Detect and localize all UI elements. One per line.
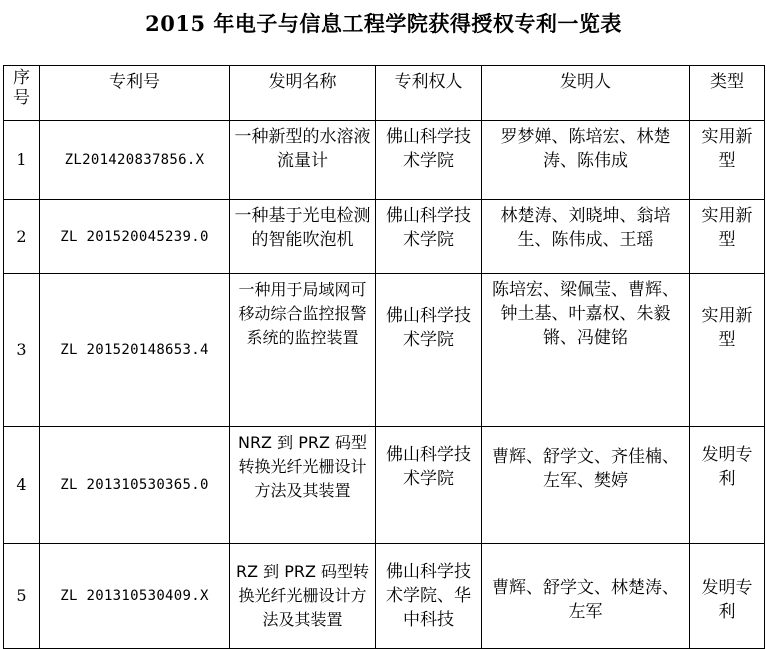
table-row bbox=[4, 200, 765, 274]
cell-inventors: 陈培宏、梁佩莹、曹辉、钟土基、叶嘉权、朱毅锵、冯健铭 bbox=[482, 274, 690, 427]
cell-patent-no: ZL 201520148653.4 bbox=[40, 274, 230, 427]
header-invention-name: 发明名称 bbox=[230, 66, 376, 121]
table-row bbox=[4, 121, 765, 200]
header-inventors: 发明人 bbox=[482, 66, 690, 121]
cell-seq: 5 bbox=[4, 544, 40, 649]
cell-inventors: 林楚涛、刘晓坤、翁培生、陈伟成、王瑶 bbox=[482, 200, 690, 274]
cell-type: 实用新型 bbox=[690, 121, 765, 200]
cell-invention-name: 一种用于局域网可移动综合监控报警系统的监控装置 bbox=[230, 274, 376, 427]
cell-inventors: 罗梦婵、陈培宏、林楚涛、陈伟成 bbox=[482, 121, 690, 200]
cell-type: 发明专利 bbox=[690, 427, 765, 544]
cell-invention-name: RZ 到 PRZ 码型转换光纤光栅设计方法及其装置 bbox=[230, 544, 376, 649]
cell-type: 实用新型 bbox=[690, 200, 765, 274]
cell-owner: 佛山科学技术学院、华中科技 bbox=[376, 544, 482, 649]
cell-patent-no: ZL 201310530409.X bbox=[40, 544, 230, 649]
cell-seq: 1 bbox=[4, 121, 40, 200]
cell-inventors: 曹辉、舒学文、齐佳楠、左军、樊婷 bbox=[482, 427, 690, 544]
header-type: 类型 bbox=[690, 66, 765, 121]
cell-seq: 3 bbox=[4, 274, 40, 427]
cell-invention-name: NRZ 到 PRZ 码型转换光纤光栅设计方法及其装置 bbox=[230, 427, 376, 544]
cell-patent-no: ZL201420837856.X bbox=[40, 121, 230, 200]
table-row bbox=[4, 544, 765, 649]
table-row bbox=[4, 427, 765, 544]
cell-type: 发明专利 bbox=[690, 544, 765, 649]
cell-owner: 佛山科学技术学院 bbox=[376, 121, 482, 200]
header-seq: 序号 bbox=[4, 66, 40, 121]
cell-invention-name: 一种新型的水溶液流量计 bbox=[230, 121, 376, 200]
cell-type: 实用新型 bbox=[690, 274, 765, 427]
patent-table bbox=[3, 65, 765, 649]
cell-owner: 佛山科学技术学院 bbox=[376, 200, 482, 274]
table-header-row bbox=[4, 66, 765, 121]
cell-owner: 佛山科学技术学院 bbox=[376, 274, 482, 427]
header-owner: 专利权人 bbox=[376, 66, 482, 121]
document-title: 2015 年电子与信息工程学院获得授权专利一览表 bbox=[145, 11, 622, 36]
table-row bbox=[4, 274, 765, 427]
cell-patent-no: ZL 201310530365.0 bbox=[40, 427, 230, 544]
header-patent-no: 专利号 bbox=[40, 66, 230, 121]
cell-patent-no: ZL 201520045239.0 bbox=[40, 200, 230, 274]
cell-invention-name: 一种基于光电检测的智能吹泡机 bbox=[230, 200, 376, 274]
cell-inventors: 曹辉、舒学文、林楚涛、左军 bbox=[482, 544, 690, 649]
cell-seq: 2 bbox=[4, 200, 40, 274]
cell-seq: 4 bbox=[4, 427, 40, 544]
cell-owner: 佛山科学技术学院 bbox=[376, 427, 482, 544]
